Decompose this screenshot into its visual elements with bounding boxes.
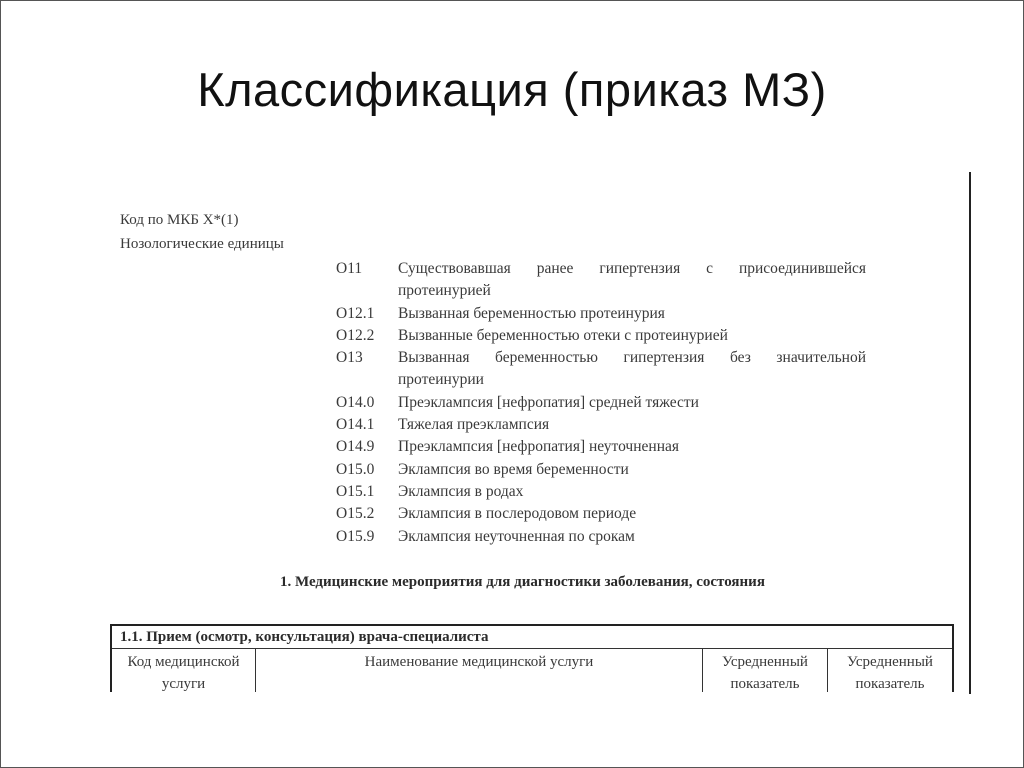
list-item [336,459,866,481]
icd-description: Существовавшая ранее гипертензия с присоединившейся [398,260,866,277]
column-header-frequency: Усредненный показатель [703,649,828,692]
icd-description: Эклампсия во время беременности [398,460,629,478]
section-title: 1. Медицинские мероприятия для диагностики заболевания, состояния [280,574,765,590]
icd-code: O13 [336,349,363,367]
icd-code: O15.1 [336,482,375,500]
icd-description: Преэклампсия [нефропатия] неуточненная [398,438,680,456]
services-table [110,624,954,692]
icd-code: O14.0 [336,393,375,411]
icd-code: O11 [336,260,363,277]
document-scan [110,172,970,692]
icd-code: O14.9 [336,438,375,456]
document-edge-line [969,172,971,694]
icd-description: Преэклампсия [нефропатия] средней тяжести [398,393,699,411]
icd-code: O12.2 [336,326,375,344]
icd-code: O14.1 [336,416,375,434]
list-item [336,414,866,436]
icd-description: Эклампсия в родах [398,482,524,500]
list-item [336,503,866,525]
icd-description-cont: протеинурией [398,282,491,300]
list-item [336,436,866,458]
list-item [336,325,866,347]
icd-description: Вызванная беременностью гипертензия без значительной [398,349,866,367]
icd-description: Тяжелая преэклампсия [398,416,550,434]
list-item [336,392,866,414]
icd-description: Вызванная беременностью протеинурия [398,304,665,322]
column-header-multiplicity: Усредненный показатель [847,654,933,692]
icd-code: O15.9 [336,527,375,545]
nosology-header: Нозологические единицы [120,236,284,252]
table-title: 1.1. Прием (осмотр, консультация) врача-специалиста [112,626,952,649]
icd-code-list [336,258,866,548]
list-item [336,481,866,503]
icd-code-header: Код по МКБ X*(1) [120,212,239,228]
slide-title: Классификация (приказ МЗ) [197,63,827,116]
icd-code: O15.0 [336,460,375,478]
icd-description: Вызванные беременностью отеки с протеинурией [398,326,728,344]
list-item [336,258,866,280]
column-header-name: Наименование медицинской услуги [256,649,703,692]
list-item [336,526,866,548]
icd-code: O15.2 [336,505,375,523]
icd-description: Эклампсия неуточненная по срокам [398,527,635,545]
icd-code: O12.1 [336,304,375,322]
list-item [336,303,866,325]
column-header-code: Код медицинской услуги [112,649,256,692]
icd-description: Эклампсия в послеродовом периоде [398,505,637,523]
table-header-row [112,649,952,692]
list-item [336,347,866,369]
icd-description-cont: протеинурии [398,371,484,389]
